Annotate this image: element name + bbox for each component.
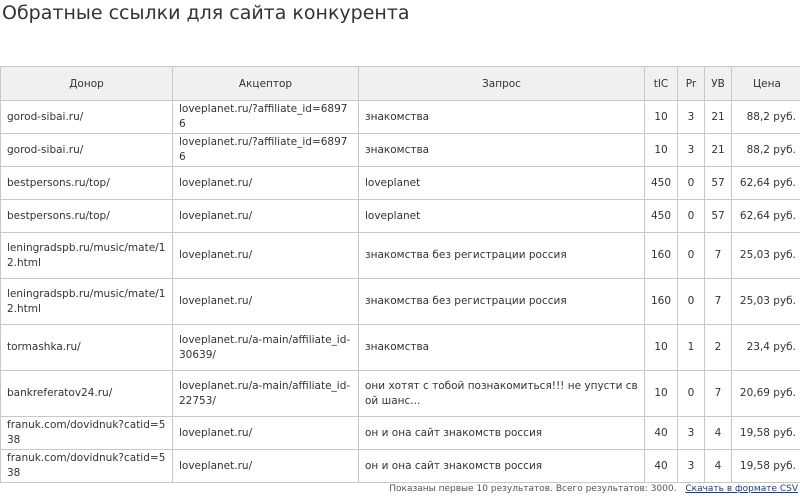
cell-query: знакомства [359, 134, 645, 167]
table-row [1, 101, 800, 134]
cell-acceptor: loveplanet.ru/?affiliate_id=68976 [173, 101, 359, 134]
cell-uv: 7 [705, 233, 732, 279]
cell-price: 25,03 руб. [732, 279, 800, 325]
cell-acceptor: loveplanet.ru/ [173, 417, 359, 450]
table-row [1, 371, 800, 417]
backlinks-table-container [0, 66, 800, 483]
header-pr: Pr [678, 67, 705, 101]
table-row [1, 450, 800, 483]
cell-tic: 160 [645, 279, 678, 325]
cell-pr: 0 [678, 167, 705, 200]
cell-uv: 4 [705, 450, 732, 483]
cell-acceptor: loveplanet.ru/?affiliate_id=68976 [173, 134, 359, 167]
cell-tic: 40 [645, 417, 678, 450]
cell-price: 19,58 руб. [732, 417, 800, 450]
cell-acceptor: loveplanet.ru/ [173, 167, 359, 200]
header-query: Запрос [359, 67, 645, 101]
cell-query: они хотят с тобой познакомиться!!! не упусти свой шанс... [359, 371, 645, 417]
cell-tic: 10 [645, 325, 678, 371]
header-tic: tIC [645, 67, 678, 101]
cell-query: знакомства без регистрации россия [359, 233, 645, 279]
cell-query: знакомства [359, 101, 645, 134]
cell-tic: 10 [645, 371, 678, 417]
cell-uv: 21 [705, 101, 732, 134]
cell-tic: 10 [645, 134, 678, 167]
cell-pr: 3 [678, 417, 705, 450]
backlinks-table [0, 66, 800, 483]
cell-uv: 57 [705, 200, 732, 233]
cell-price: 88,2 руб. [732, 101, 800, 134]
cell-tic: 450 [645, 167, 678, 200]
cell-uv: 7 [705, 371, 732, 417]
cell-price: 62,64 руб. [732, 167, 800, 200]
cell-pr: 0 [678, 233, 705, 279]
header-price: Цена [732, 67, 800, 101]
header-donor: Донор [1, 67, 173, 101]
cell-tic: 450 [645, 200, 678, 233]
cell-uv: 4 [705, 417, 732, 450]
page-title: Обратные ссылки для сайта конкурента [2, 2, 410, 24]
cell-query: знакомства без регистрации россия [359, 279, 645, 325]
cell-query: loveplanet [359, 200, 645, 233]
cell-query: знакомства [359, 325, 645, 371]
results-footer [389, 484, 798, 494]
cell-pr: 0 [678, 279, 705, 325]
cell-tic: 40 [645, 450, 678, 483]
table-row [1, 325, 800, 371]
cell-donor: franuk.com/dovidnuk?catid=538 [1, 417, 173, 450]
cell-acceptor: loveplanet.ru/a-main/affiliate_id-22753/ [173, 371, 359, 417]
cell-donor: leningradspb.ru/music/mate/12.html [1, 279, 173, 325]
cell-tic: 160 [645, 233, 678, 279]
cell-donor: bankreferatov24.ru/ [1, 371, 173, 417]
cell-pr: 3 [678, 101, 705, 134]
cell-price: 88,2 руб. [732, 134, 800, 167]
cell-pr: 0 [678, 371, 705, 417]
cell-uv: 21 [705, 134, 732, 167]
results-summary: Показаны первые 10 результатов. Всего результатов: 3000. [389, 484, 677, 494]
cell-price: 19,58 руб. [732, 450, 800, 483]
table-row [1, 200, 800, 233]
cell-acceptor: loveplanet.ru/a-main/affiliate_id-30639/ [173, 325, 359, 371]
cell-tic: 10 [645, 101, 678, 134]
cell-pr: 0 [678, 200, 705, 233]
table-row [1, 167, 800, 200]
cell-donor: gorod-sibai.ru/ [1, 134, 173, 167]
table-header-row [1, 67, 800, 101]
cell-pr: 1 [678, 325, 705, 371]
cell-donor: gorod-sibai.ru/ [1, 101, 173, 134]
cell-donor: tormashka.ru/ [1, 325, 173, 371]
cell-uv: 57 [705, 167, 732, 200]
cell-pr: 3 [678, 450, 705, 483]
cell-donor: bestpersons.ru/top/ [1, 167, 173, 200]
cell-uv: 7 [705, 279, 732, 325]
cell-acceptor: loveplanet.ru/ [173, 279, 359, 325]
cell-price: 62,64 руб. [732, 200, 800, 233]
cell-query: он и она сайт знакомств россия [359, 450, 645, 483]
cell-query: он и она сайт знакомств россия [359, 417, 645, 450]
table-row [1, 233, 800, 279]
cell-price: 23,4 руб. [732, 325, 800, 371]
cell-donor: franuk.com/dovidnuk?catid=538 [1, 450, 173, 483]
download-csv-link[interactable]: Скачать в формате CSV [685, 484, 798, 494]
cell-price: 20,69 руб. [732, 371, 800, 417]
cell-donor: leningradspb.ru/music/mate/12.html [1, 233, 173, 279]
header-uv: УВ [705, 67, 732, 101]
header-acceptor: Акцептор [173, 67, 359, 101]
cell-donor: bestpersons.ru/top/ [1, 200, 173, 233]
cell-query: loveplanet [359, 167, 645, 200]
table-body [1, 101, 800, 483]
cell-pr: 3 [678, 134, 705, 167]
table-row [1, 417, 800, 450]
cell-price: 25,03 руб. [732, 233, 800, 279]
table-row [1, 134, 800, 167]
cell-uv: 2 [705, 325, 732, 371]
cell-acceptor: loveplanet.ru/ [173, 233, 359, 279]
cell-acceptor: loveplanet.ru/ [173, 200, 359, 233]
table-row [1, 279, 800, 325]
cell-acceptor: loveplanet.ru/ [173, 450, 359, 483]
